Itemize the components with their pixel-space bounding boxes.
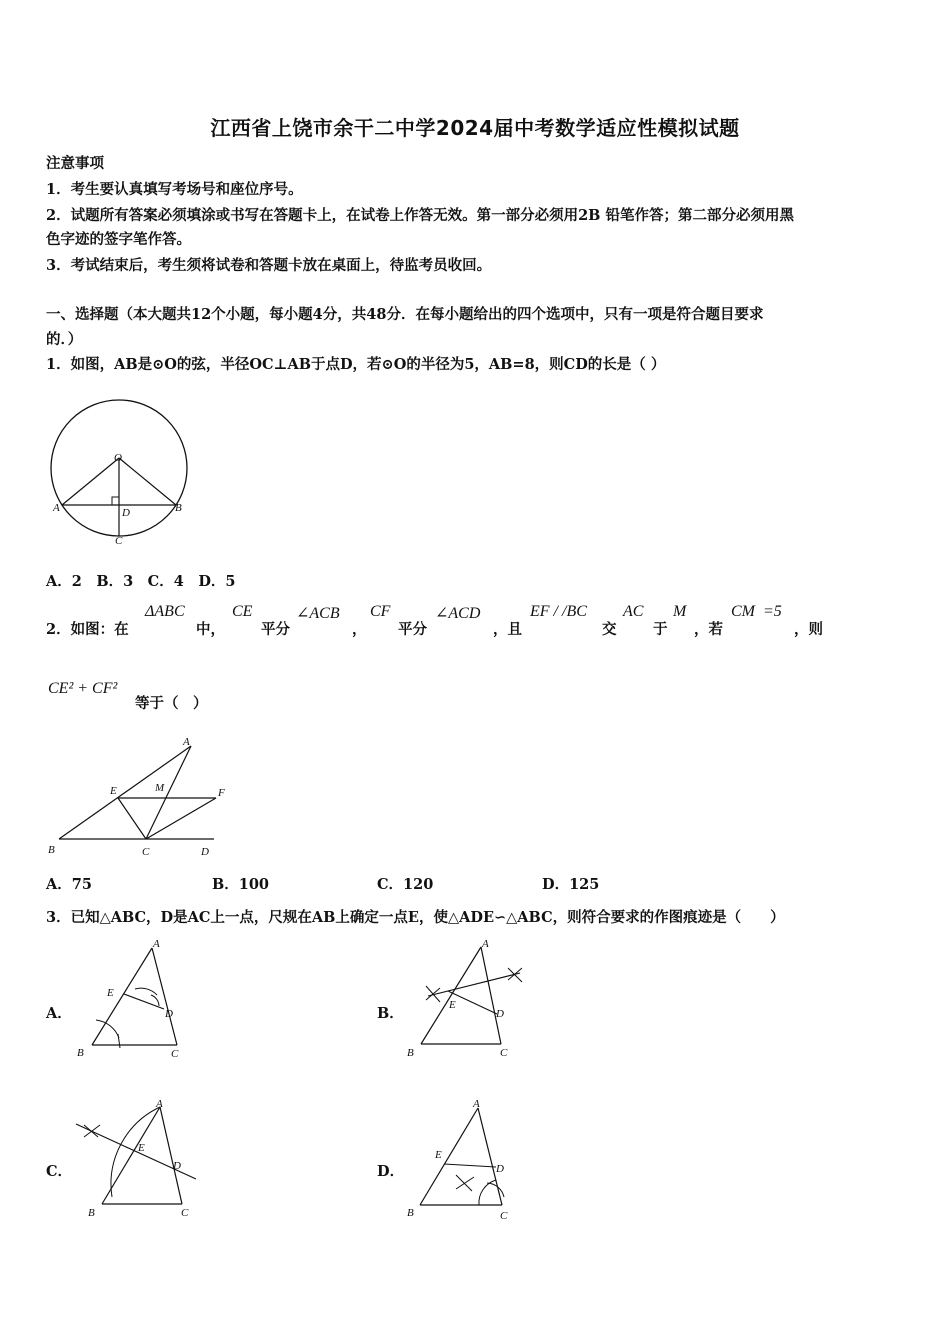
q3b-label-c: C [500,1047,508,1059]
q2-option-d: D．125 [542,876,600,893]
q3-option-b-label: B． [377,1005,404,1022]
q3d-label-b: B [407,1207,414,1219]
q2-comma-1: ， [352,621,367,638]
section1-line1: 一、选择题（本大题共12个小题，每小题4分，共48分．在每小题给出的四个选项中，只有一项是符合题目要求 [46,306,764,323]
q2-label-f: F [218,787,225,799]
q3-stem: 3．已知△ABC，D是AC上一点，尺规在AB上确定一点E，使△ADE∽△ABC，则符合要求的作图痕迹是（ ） [46,909,785,926]
notes-heading: 注意事项 [46,155,104,172]
q1-stem: 1．如图，AB是⊙O的弦，半径OC⊥AB于点D，若⊙O的半径为5，AB=8，则CD的长是（ ） [46,356,666,373]
q3d-label-a: A [473,1098,480,1110]
q3-figure-a [74,938,194,1063]
q2-label-b: B [48,844,55,856]
q3a-label-e: E [107,987,114,999]
notes-item-2a: 2．试题所有答案必须填涂或书写在答题卡上，在试卷上作答无效。第一部分必须用2B 铅笔作答；第二部分必须用黑 [46,207,794,224]
q3c-label-c: C [181,1207,189,1219]
q2-option-c: C．120 [377,876,434,893]
q2-label-d: D [201,846,209,858]
q2-label-c: C [142,846,150,858]
notes-item-2b: 色字迹的签字笔作答。 [46,231,191,248]
q1-right-angle-mark [112,497,119,505]
q3b-label-b: B [407,1047,414,1059]
q2-pingfen-1: 平分 [261,621,290,638]
page-title: 江西省上饶市余干二中学2024届中考数学适应性模拟试题 [210,116,740,140]
q3-option-d-label: D． [377,1163,405,1180]
q3c-label-a: A [156,1098,163,1110]
q1-radius-oa [62,458,119,505]
q3c-label-e: E [138,1142,145,1154]
notes-item-1: 1．考生要认真填写考场号和座位序号。 [46,181,303,198]
q2-math-cm: CM =5 [731,603,782,620]
q2-ze: ，则 [794,621,823,638]
q2-math-abc: ΔABC [145,603,185,620]
q2-qie: ，且 [493,621,522,638]
q2-line-ec [118,798,146,839]
q1-label-c: C [115,535,123,547]
q3b-label-d: D [496,1008,504,1020]
q3-figure-d [404,1093,530,1225]
q2-label-e: E [110,785,117,797]
q3-figure-c [70,1093,206,1223]
q3a-label-b: B [77,1047,84,1059]
q2-yu: 于 [653,621,668,638]
q2-pingfen-2: 平分 [398,621,427,638]
q2-line-ba [59,746,191,839]
q3d-label-d: D [496,1163,504,1175]
q2-math-acb: ∠ACB [296,605,340,622]
q2-option-b: B．100 [212,876,270,893]
q3c-label-b: B [88,1207,95,1219]
q2-option-a: A．75 [46,876,92,893]
q2-figure [44,733,234,863]
q2-math-efbc: EF / /BC [530,603,587,620]
q3-figure-b [404,936,530,1063]
q2-line-ca [146,746,191,839]
q3-option-a-label: A． [46,1005,72,1022]
q2-math-ce: CE [232,603,253,620]
q1-label-a: A [53,502,60,514]
q2-math-m: M [673,603,687,620]
q1-label-b: B [175,502,182,514]
q2-math-acd: ∠ACD [435,605,481,622]
q2-num: 2．如图：在 [46,621,129,638]
q2-label-a: A [183,736,190,748]
q3a-label-a: A [153,938,160,950]
q3d-label-e: E [435,1149,442,1161]
q1-label-d: D [122,507,130,519]
q3c-label-d: D [173,1160,181,1172]
q3d-label-c: C [500,1210,508,1222]
q1-figure [48,388,194,550]
q2-math-ac: AC [623,603,644,620]
q1-options: A．2 B．3 C．4 D．5 [46,573,236,590]
q2-label-m: M [155,782,165,794]
q3b-label-a: A [482,938,489,950]
q2-jiao: 交 [602,621,617,638]
notes-item-3: 3．考试结束后，考生须将试卷和答题卡放在桌面上，待监考员收回。 [46,257,492,274]
q2-zhong: 中， [196,621,225,638]
section1-line2: 的．） [46,331,83,348]
q3b-label-e: E [449,999,456,1011]
q2-expression: CE² + CF² [48,680,118,697]
q3a-label-c: C [171,1048,179,1060]
q1-label-o: O [114,452,122,464]
q2-dengyu: 等于（ ） [135,695,208,712]
q2-math-cf: CF [370,603,391,620]
q3-option-c-label: C． [46,1163,73,1180]
q2-ruo: ，若 [694,621,723,638]
q1-radius-ob [119,458,176,505]
q3a-label-d: D [165,1008,173,1020]
